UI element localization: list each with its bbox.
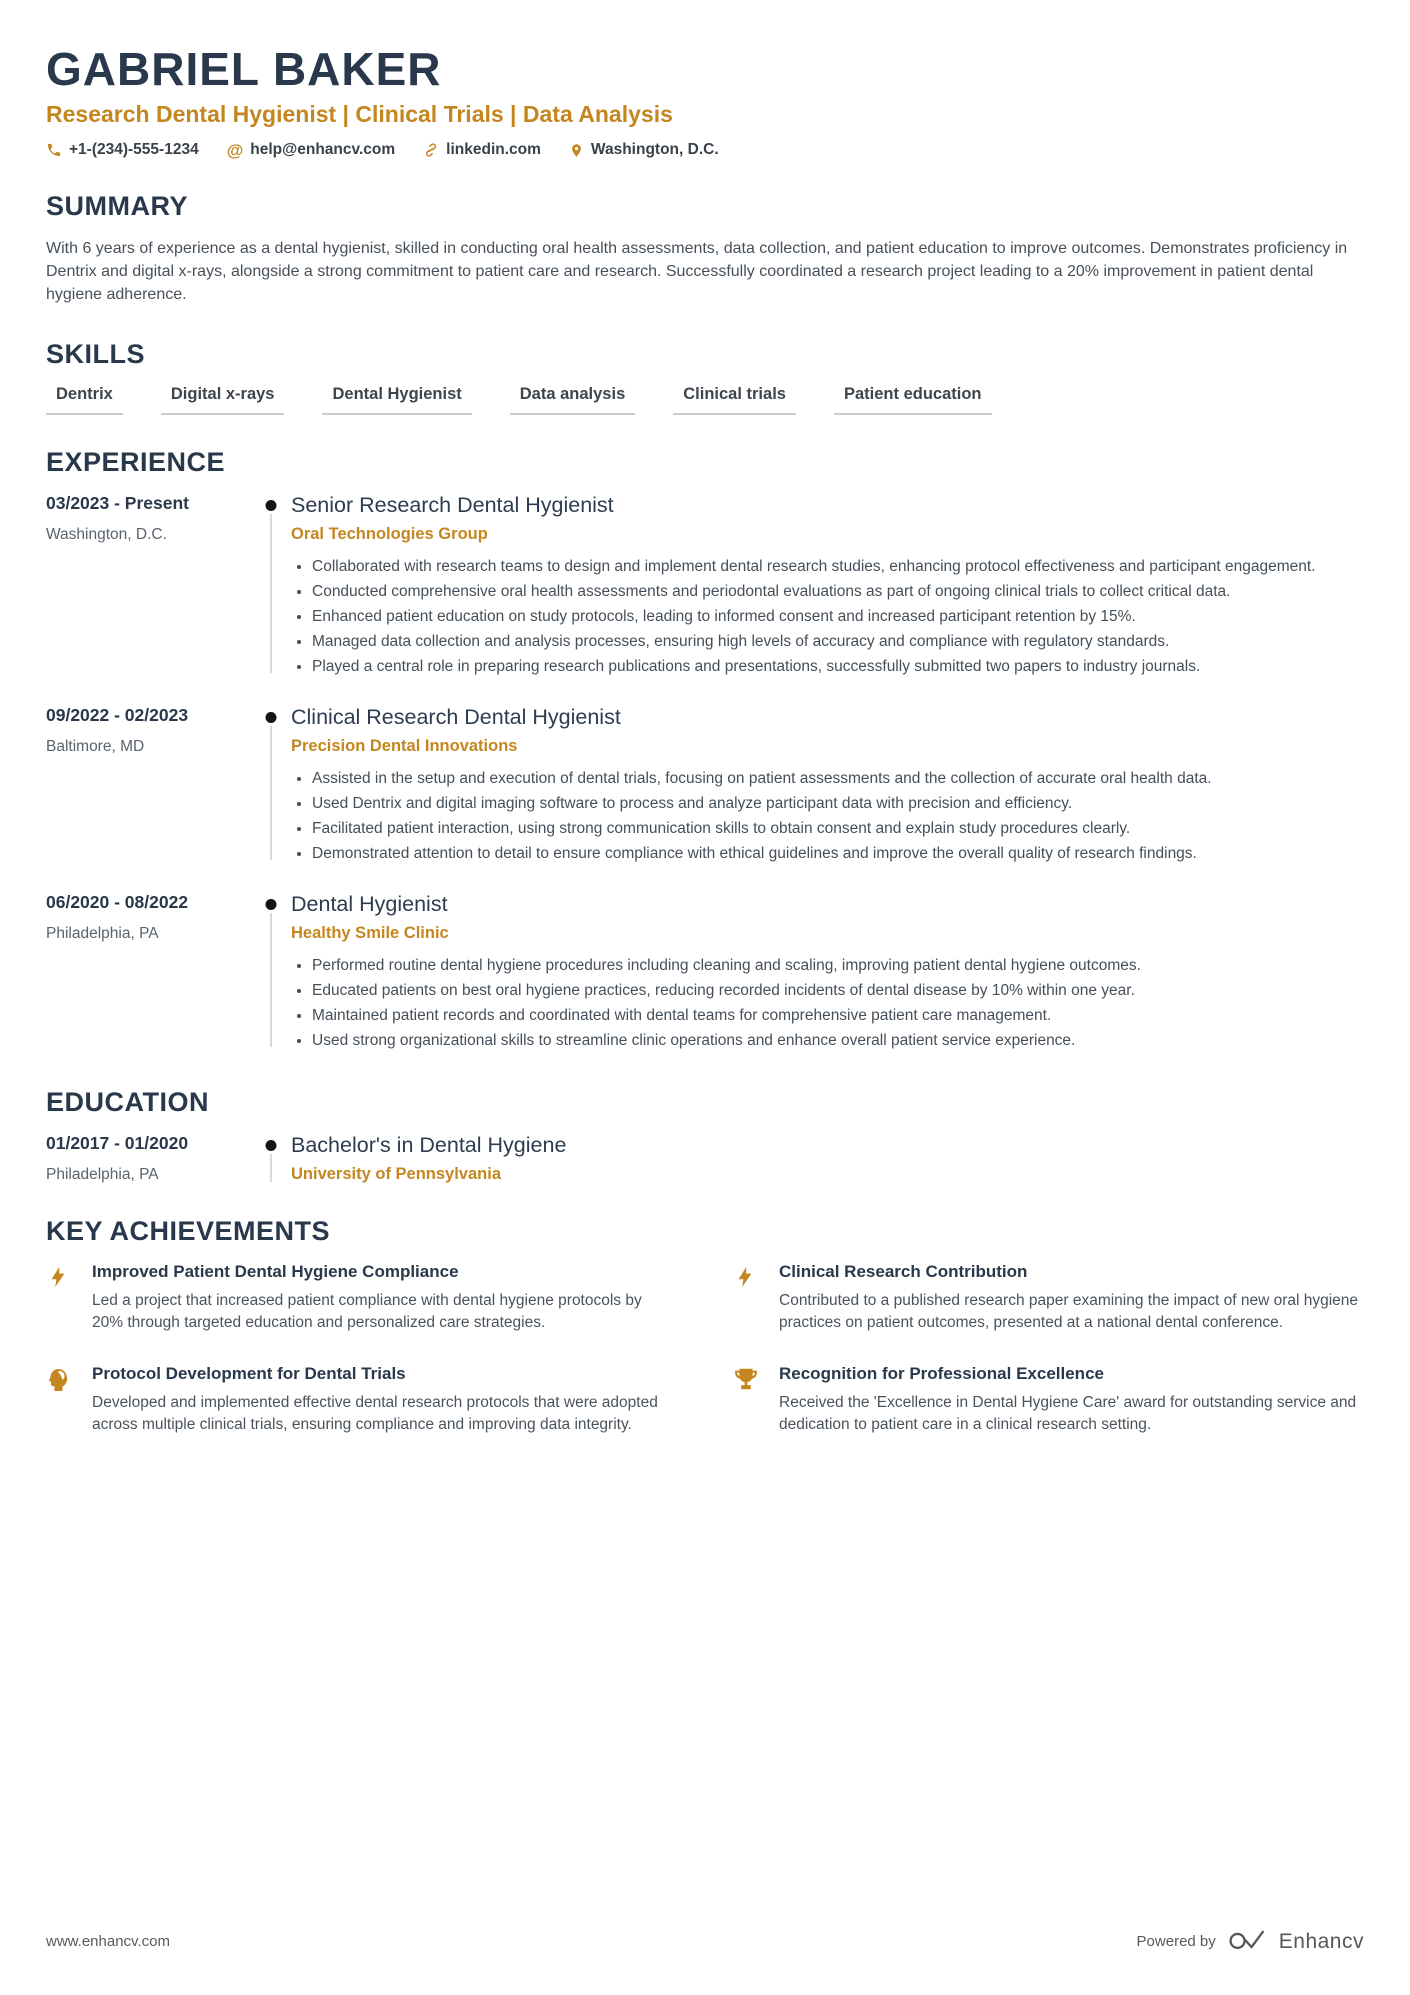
entry-meta — [46, 1133, 251, 1184]
achievements-column-left — [46, 1262, 677, 1466]
powered-by — [1137, 1926, 1364, 1957]
job-bullets — [291, 955, 1364, 1052]
timeline — [251, 892, 291, 1055]
candidate-headline: Research Dental Hygienist | Clinical Trials | Data Analysis — [46, 101, 673, 127]
achievement-body — [92, 1262, 677, 1334]
job-bullet: • Conducted comprehensive oral health assessments and periodontal evaluations as part of ongoing clinical trials to collect critical data. — [312, 581, 1364, 603]
skills-section — [46, 339, 1364, 415]
enhancv-logo-icon — [1228, 1926, 1270, 1957]
achievement-title: Improved Patient Dental Hygiene Compliance — [92, 1261, 459, 1281]
education-heading: EDUCATION — [46, 1086, 209, 1117]
school-name: University of Pennsylvania — [291, 1164, 501, 1183]
contact-email[interactable] — [227, 141, 395, 159]
degree-title: Bachelor's in Dental Hygiene — [291, 1132, 567, 1157]
job-title: Dental Hygienist — [291, 891, 448, 916]
contact-website-value: linkedin.com — [446, 141, 541, 158]
achievements-heading: KEY ACHIEVEMENTS — [46, 1215, 331, 1246]
job-title: Senior Research Dental Hygienist — [291, 492, 614, 517]
job-bullet: • Demonstrated attention to detail to ensure compliance with ethical guidelines and improve the overall quality of research findings. — [312, 843, 1364, 865]
achievement-body — [779, 1364, 1364, 1436]
achievement-title: Recognition for Professional Excellence — [779, 1363, 1104, 1383]
achievement-body — [92, 1364, 677, 1436]
summary-heading: SUMMARY — [46, 191, 188, 221]
contact-email-value: help@enhancv.com — [250, 141, 396, 158]
timeline-line — [270, 514, 272, 673]
entry-content — [291, 1133, 1364, 1184]
entry-location: Philadelphia, PA — [46, 1165, 159, 1183]
job-bullet: • Used strong organizational skills to streamline clinic operations and enhance overall patient service experience. — [312, 1030, 1364, 1052]
achievements-column-right — [733, 1262, 1364, 1466]
job-title: Clinical Research Dental Hygienist — [291, 704, 621, 729]
job-bullets — [291, 556, 1364, 678]
job-bullet: • Used Dentrix and digital imaging software to process and analyze participant data with precision and efficiency. — [312, 793, 1364, 815]
achievement-item — [46, 1364, 677, 1436]
entry-content — [291, 493, 1364, 681]
entry-meta — [46, 892, 251, 1055]
achievement-title: Clinical Research Contribution — [779, 1261, 1028, 1281]
job-bullet: • Played a central role in preparing research publications and presentations, successfully submitted two papers to industry journals. — [312, 656, 1364, 678]
timeline-line — [270, 1154, 272, 1182]
job-bullet: • Maintained patient records and coordinated with dental teams for comprehensive patient care management. — [312, 1005, 1364, 1027]
skill-tag: Dentrix — [46, 385, 123, 415]
skill-tag: Data analysis — [510, 385, 635, 415]
experience-section — [46, 447, 1364, 1055]
contact-row — [46, 141, 1364, 159]
achievement-item — [733, 1364, 1364, 1436]
education-section — [46, 1087, 1364, 1184]
job-bullets — [291, 768, 1364, 865]
entry-content — [291, 892, 1364, 1055]
job-bullet: • Educated patients on best oral hygiene practices, reducing recorded incidents of dental disease by 10% within one year. — [312, 980, 1364, 1002]
job-bullet: • Managed data collection and analysis processes, ensuring high levels of accuracy and compliance with regulatory standards. — [312, 631, 1364, 653]
entry-location: Baltimore, MD — [46, 737, 145, 755]
footer-site-link[interactable]: www.enhancv.com — [46, 1933, 170, 1950]
lightning-icon — [733, 1262, 761, 1334]
achievement-body — [779, 1262, 1364, 1334]
location-pin-icon — [569, 142, 584, 159]
experience-heading: EXPERIENCE — [46, 446, 226, 477]
phone-icon — [46, 142, 62, 158]
entry-dates: 01/2017 - 01/2020 — [46, 1132, 189, 1153]
experience-entry — [46, 892, 1364, 1055]
timeline-line — [270, 726, 272, 860]
company-name: Healthy Smile Clinic — [291, 923, 449, 942]
skills-row — [46, 385, 1364, 415]
entry-location: Washington, D.C. — [46, 525, 167, 543]
education-entry — [46, 1133, 1364, 1184]
entry-location: Philadelphia, PA — [46, 924, 159, 942]
enhancv-brand — [1228, 1926, 1364, 1957]
entry-dates: 09/2022 - 02/2023 — [46, 704, 189, 725]
achievement-text: Led a project that increased patient compliance with dental hygiene protocols by 20% through targeted education and personalized care strategies. — [92, 1291, 642, 1331]
skills-heading: SKILLS — [46, 338, 146, 369]
page-footer — [46, 1926, 1364, 1957]
timeline — [251, 705, 291, 868]
timeline-line — [270, 913, 272, 1047]
entry-dates: 03/2023 - Present — [46, 492, 190, 513]
achievement-title: Protocol Development for Dental Trials — [92, 1363, 406, 1383]
contact-phone-value: +1-(234)-555-1234 — [69, 141, 199, 158]
timeline-dot — [266, 899, 277, 910]
experience-entry — [46, 493, 1364, 681]
company-name: Precision Dental Innovations — [291, 736, 518, 755]
achievements-section — [46, 1216, 1364, 1466]
at-icon: @ — [226, 140, 244, 160]
skill-tag: Dental Hygienist — [322, 385, 471, 415]
summary-text: With 6 years of experience as a dental hygienist, skilled in conducting oral health assessments, data collection, and patient education to improve outcomes. Demonstrates proficiency in Dentrix and digital x-rays, alongside a strong commitment to patient care and research. Successfully coordinated a research project leading to a 20% improvement in patient dental hygiene adherence. — [46, 240, 1348, 304]
lightning-icon — [46, 1262, 74, 1334]
achievement-item — [46, 1262, 677, 1334]
job-bullet: • Facilitated patient interaction, using strong communication skills to obtain consent and explain study procedures clearly. — [312, 818, 1364, 840]
summary-section — [46, 191, 1364, 307]
achievement-text: Developed and implemented effective dental research protocols that were adopted across multiple clinical trials, ensuring compliance and improving data integrity. — [92, 1393, 658, 1433]
timeline — [251, 1133, 291, 1184]
entry-dates: 06/2020 - 08/2022 — [46, 891, 189, 912]
job-bullet: • Enhanced patient education on study protocols, leading to informed consent and increased participant retention by 15%. — [312, 606, 1364, 628]
entry-meta — [46, 493, 251, 681]
contact-location[interactable] — [569, 141, 719, 159]
trophy-icon — [733, 1364, 761, 1436]
powered-by-label: Powered by — [1136, 1933, 1216, 1950]
skill-tag: Clinical trials — [673, 385, 796, 415]
link-icon — [423, 142, 439, 158]
contact-website[interactable] — [423, 141, 541, 159]
entry-content — [291, 705, 1364, 868]
timeline — [251, 493, 291, 681]
skill-tag: Digital x-rays — [161, 385, 285, 415]
experience-entry — [46, 705, 1364, 868]
contact-location-value: Washington, D.C. — [590, 141, 719, 158]
achievements-grid — [46, 1262, 1364, 1466]
timeline-dot — [266, 1140, 277, 1151]
timeline-dot — [266, 712, 277, 723]
candidate-name: GABRIEL BAKER — [46, 43, 442, 95]
achievement-item — [733, 1262, 1364, 1334]
job-bullet: • Assisted in the setup and execution of dental trials, focusing on patient assessments and the collection of accurate oral health data. — [312, 768, 1364, 790]
job-bullet: • Performed routine dental hygiene procedures including cleaning and scaling, improving patient dental hygiene outcomes. — [312, 955, 1364, 977]
job-bullet: • Collaborated with research teams to design and implement dental research studies, enhancing protocol effectiveness and participant engagement. — [312, 556, 1364, 578]
company-name: Oral Technologies Group — [291, 524, 488, 543]
contact-phone[interactable] — [46, 141, 199, 159]
achievement-text: Contributed to a published research paper examining the impact of new oral hygiene practices on patient outcomes, presented at a national dental conference. — [779, 1291, 1359, 1331]
timeline-dot — [266, 500, 277, 511]
head-icon — [46, 1364, 74, 1436]
achievement-text: Received the 'Excellence in Dental Hygiene Care' award for outstanding service and dedication to patient care in a clinical research setting. — [779, 1393, 1357, 1433]
resume-header — [46, 42, 1364, 159]
skill-tag: Patient education — [834, 385, 992, 415]
enhancv-brand-name: Enhancv — [1278, 1929, 1364, 1953]
entry-meta — [46, 705, 251, 868]
